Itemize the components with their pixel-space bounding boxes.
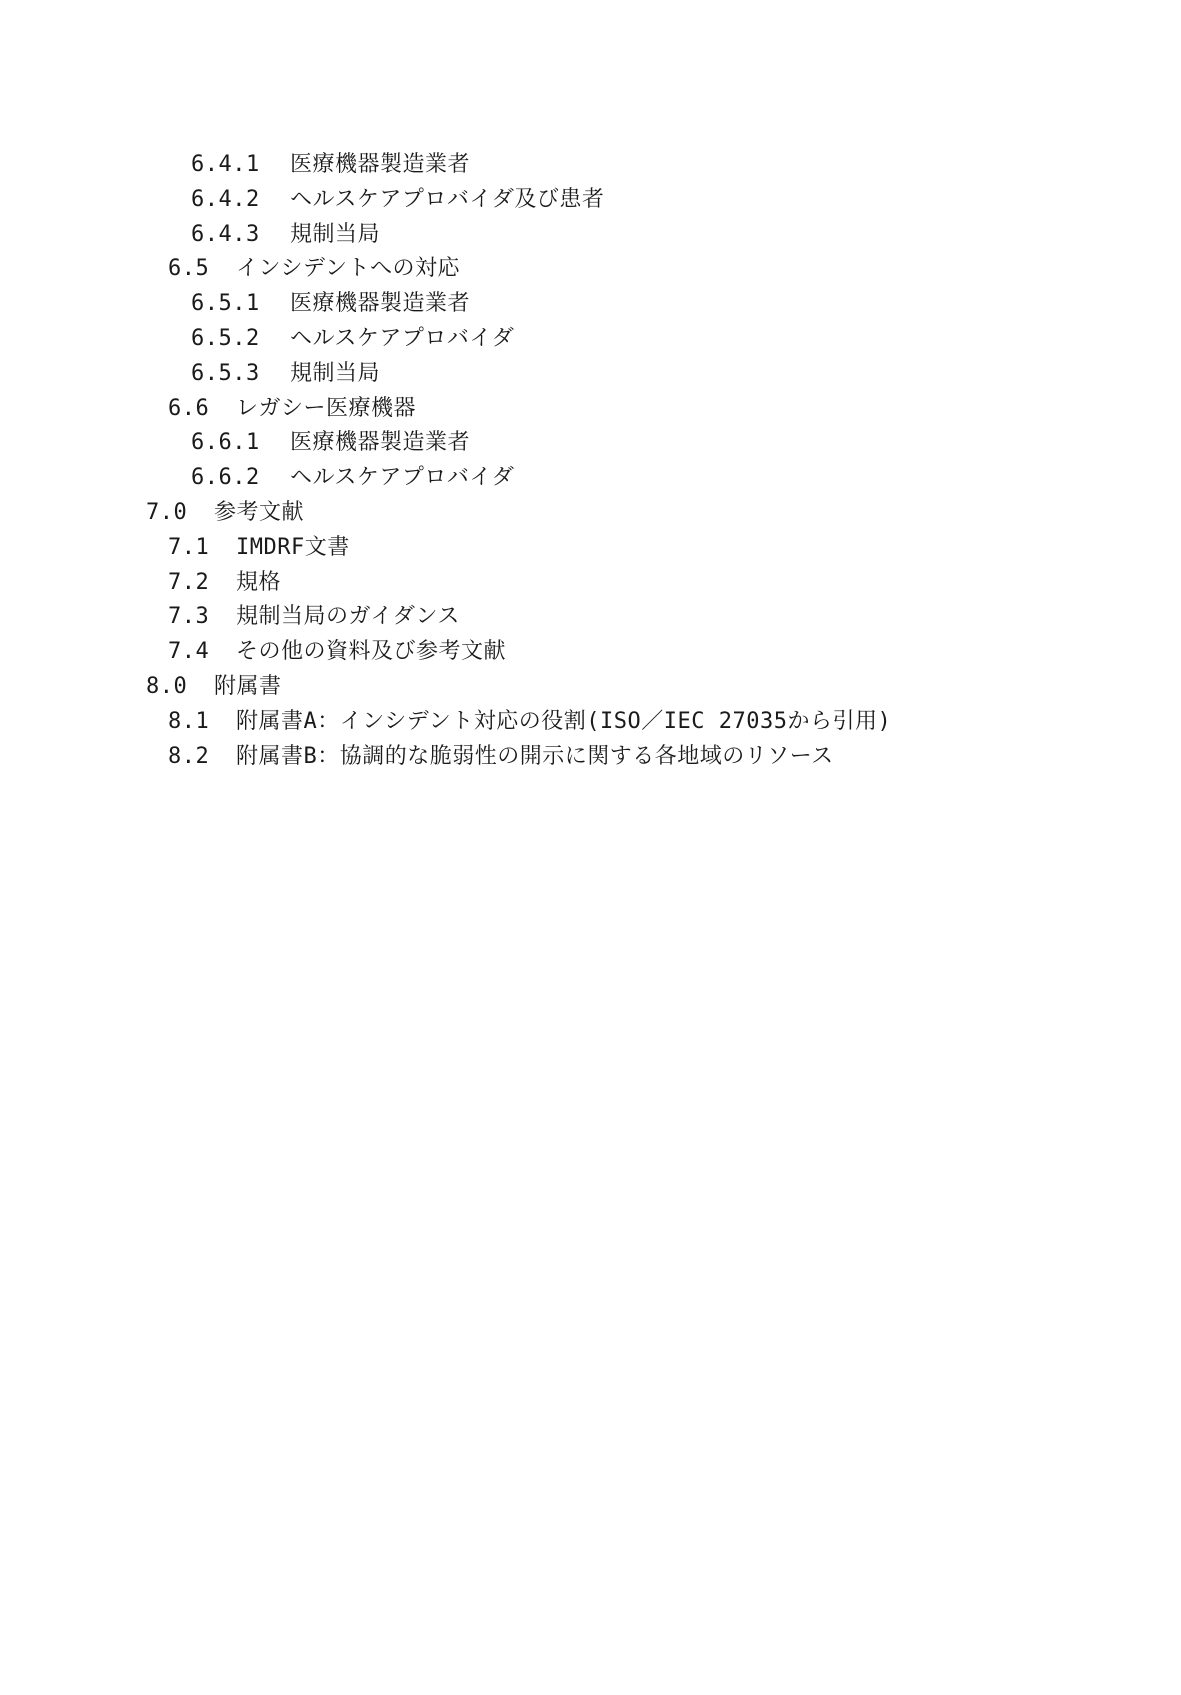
toc-entry-7-0[interactable]: [0, 496, 1181, 531]
toc-entry-number: 8.0: [146, 673, 188, 699]
toc-entry-number: 7.0: [146, 499, 188, 525]
toc-entry-number: 7.3: [168, 604, 210, 630]
toc-entry-number: 7.1: [168, 534, 210, 560]
toc-entry-8-1[interactable]: [0, 705, 1181, 740]
toc-entry-title: その他の資料及び参考文献: [236, 639, 507, 665]
toc-entry-number: 6.5.3: [191, 360, 260, 386]
toc-entry-7-1[interactable]: [0, 531, 1181, 566]
toc-entry-title: レガシー医療機器: [236, 395, 417, 421]
toc-entry-6-6-2[interactable]: [0, 461, 1181, 496]
toc-entry-6-5[interactable]: [0, 252, 1181, 287]
toc-entry-number: 8.2: [168, 743, 210, 769]
toc-entry-number: 7.2: [168, 569, 210, 595]
toc-entry-6-4-3[interactable]: [0, 218, 1181, 253]
toc-entry-title: ヘルスケアプロバイダ: [290, 325, 515, 351]
table-of-contents: [0, 148, 1181, 774]
toc-entry-title: 附属書B：協調的な脆弱性の開示に関する各地域のリソース: [236, 743, 834, 769]
toc-entry-title: 規格: [236, 569, 282, 595]
toc-entry-number: 6.6.2: [191, 465, 260, 491]
toc-entry-6-5-3[interactable]: [0, 357, 1181, 392]
toc-entry-title: 参考文献: [214, 499, 305, 525]
toc-entry-number: 6.5: [168, 256, 210, 282]
toc-entry-title: 附属書A：インシデント対応の役割(ISO／IEC 27035から引用): [236, 708, 892, 734]
toc-entry-title: 規制当局: [290, 221, 381, 247]
toc-entry-title: ヘルスケアプロバイダ及び患者: [290, 186, 605, 212]
toc-entry-8-2[interactable]: [0, 740, 1181, 775]
toc-entry-6-4-1[interactable]: [0, 148, 1181, 183]
toc-entry-6-6[interactable]: [0, 392, 1181, 427]
toc-entry-8-0[interactable]: [0, 670, 1181, 705]
toc-entry-number: 6.4.3: [191, 221, 260, 247]
toc-entry-number: 7.4: [168, 639, 210, 665]
toc-entry-title: 規制当局のガイダンス: [236, 604, 460, 630]
toc-entry-number: 6.4.2: [191, 186, 260, 212]
toc-entry-6-4-2[interactable]: [0, 183, 1181, 218]
toc-entry-7-2[interactable]: [0, 566, 1181, 601]
toc-entry-number: 6.5.2: [191, 325, 260, 351]
toc-entry-title: 医療機器製造業者: [290, 430, 471, 456]
toc-entry-title: 附属書: [214, 673, 282, 699]
toc-entry-title: インシデントへの対応: [236, 256, 461, 282]
toc-entry-title: 規制当局: [290, 360, 381, 386]
toc-entry-number: 8.1: [168, 708, 210, 734]
toc-entry-7-3[interactable]: [0, 600, 1181, 635]
toc-entry-title: ヘルスケアプロバイダ: [290, 465, 515, 491]
toc-entry-6-5-2[interactable]: [0, 322, 1181, 357]
toc-entry-6-6-1[interactable]: [0, 426, 1181, 461]
toc-entry-number: 6.6.1: [191, 430, 260, 456]
toc-entry-title: 医療機器製造業者: [290, 152, 471, 177]
toc-entry-number: 6.5.1: [191, 291, 260, 317]
toc-entry-number: 6.6: [168, 395, 210, 421]
toc-entry-number: 6.4.1: [191, 152, 260, 177]
toc-entry-title: 医療機器製造業者: [290, 291, 471, 317]
toc-entry-title: IMDRF文書: [236, 534, 350, 560]
toc-entry-6-5-1[interactable]: [0, 287, 1181, 322]
toc-entry-7-4[interactable]: [0, 635, 1181, 670]
